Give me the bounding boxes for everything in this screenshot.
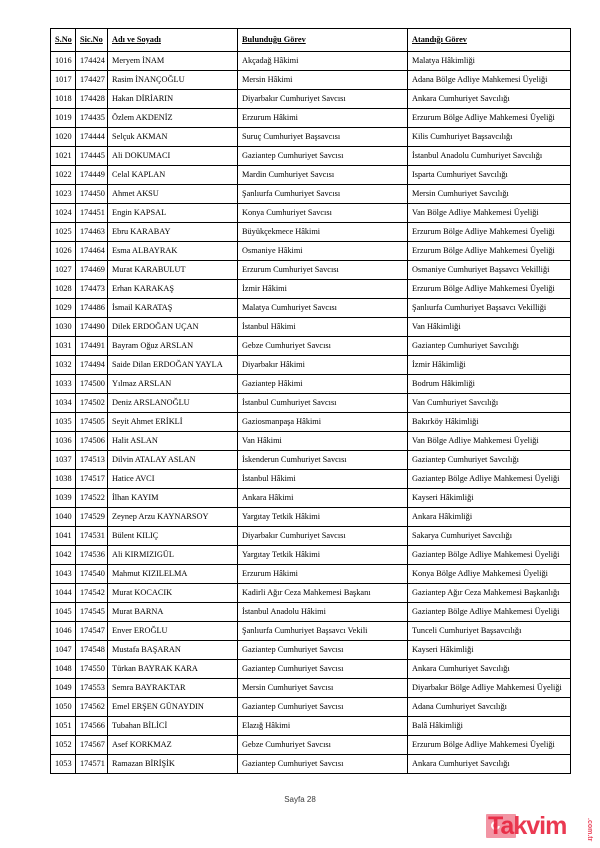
cell-sicno: 174463 [76,223,108,242]
cell-sno: 1050 [51,698,76,717]
cell-sno: 1051 [51,717,76,736]
cell-atan: Van Bölge Adliye Mahkemesi Üyeliği [408,204,571,223]
cell-sicno: 174428 [76,90,108,109]
cell-sicno: 174450 [76,185,108,204]
table-row [51,52,571,71]
cell-sno: 1029 [51,299,76,318]
cell-sicno: 174500 [76,375,108,394]
cell-atan: Van Hâkimliği [408,318,571,337]
cell-sicno: 174547 [76,622,108,641]
table-row [51,527,571,546]
cell-bul: Yargıtay Tetkik Hâkimi [238,546,408,565]
table-row [51,109,571,128]
cell-atan: Van Cumhuriyet Savcılığı [408,394,571,413]
watermark-brand-rest: akvim [500,812,567,840]
cell-sno: 1046 [51,622,76,641]
cell-atan: Kilis Cumhuriyet Başsavcılığı [408,128,571,147]
cell-bul: Van Hâkimi [238,432,408,451]
appointments-table [50,28,571,774]
cell-sicno: 174562 [76,698,108,717]
table-row [51,432,571,451]
table-row [51,546,571,565]
table-row [51,394,571,413]
cell-ad: Mahmut KIZILELMA [108,565,238,584]
watermark-brand-initial: T [488,812,501,840]
table-row [51,565,571,584]
cell-sicno: 174506 [76,432,108,451]
cell-bul: Mersin Cumhuriyet Savcısı [238,679,408,698]
cell-sno: 1016 [51,52,76,71]
table-row [51,356,571,375]
cell-sno: 1045 [51,603,76,622]
cell-ad: Özlem AKDENİZ [108,109,238,128]
cell-sno: 1022 [51,166,76,185]
cell-sno: 1025 [51,223,76,242]
cell-atan: Gaziantep Cumhuriyet Savcılığı [408,451,571,470]
cell-bul: Diyarbakır Hâkimi [238,356,408,375]
page-number-footer: Sayfa 28 [284,795,316,804]
cell-bul: İstanbul Hâkimi [238,318,408,337]
cell-atan: Gaziantep Ağır Ceza Mahkemesi Başkanlığı [408,584,571,603]
watermark-brand-text [488,812,566,841]
cell-sno: 1030 [51,318,76,337]
cell-sno: 1018 [51,90,76,109]
cell-bul: Kadirli Ağır Ceza Mahkemesi Başkanı [238,584,408,603]
cell-bul: Diyarbakır Cumhuriyet Savcısı [238,527,408,546]
cell-sicno: 174522 [76,489,108,508]
table-row [51,413,571,432]
cell-ad: İlhan KAYIM [108,489,238,508]
cell-sno: 1037 [51,451,76,470]
cell-ad: Ramazan BİRİŞİK [108,755,238,774]
cell-sicno: 174435 [76,109,108,128]
cell-bul: Gaziantep Cumhuriyet Savcısı [238,641,408,660]
cell-sno: 1043 [51,565,76,584]
cell-atan: Gaziantep Cumhuriyet Savcılığı [408,337,571,356]
table-row [51,451,571,470]
cell-atan: Adana Cumhuriyet Savcılığı [408,698,571,717]
takvim-watermark [486,810,594,844]
cell-bul: Ankara Hâkimi [238,489,408,508]
cell-ad: Zeynep Arzu KAYNARSOY [108,508,238,527]
cell-ad: Dilek ERDOĞAN UÇAN [108,318,238,337]
table-body [51,52,571,774]
watermark-tld-text: .com.tr [586,817,593,841]
cell-sno: 1021 [51,147,76,166]
cell-sicno: 174542 [76,584,108,603]
cell-atan: Balâ Hâkimliği [408,717,571,736]
cell-bul: Osmaniye Hâkimi [238,242,408,261]
table-row [51,337,571,356]
cell-atan: Malatya Hâkimliği [408,52,571,71]
cell-bul: Gaziantep Hâkimi [238,375,408,394]
cell-sicno: 174567 [76,736,108,755]
cell-sno: 1038 [51,470,76,489]
cell-atan: Bodrum Hâkimliği [408,375,571,394]
cell-bul: Suruç Cumhuriyet Başsavcısı [238,128,408,147]
cell-sicno: 174529 [76,508,108,527]
cell-bul: Malatya Cumhuriyet Savcısı [238,299,408,318]
cell-ad: Asef KORKMAZ [108,736,238,755]
cell-ad: Esma ALBAYRAK [108,242,238,261]
cell-atan: Kayseri Hâkimliği [408,641,571,660]
table-header [51,29,571,52]
cell-ad: Deniz ARSLANOĞLU [108,394,238,413]
cell-sno: 1035 [51,413,76,432]
cell-atan: Konya Bölge Adliye Mahkemesi Üyeliği [408,565,571,584]
cell-bul: Gaziantep Cumhuriyet Savcısı [238,698,408,717]
cell-atan: Erzurum Bölge Adliye Mahkemesi Üyeliği [408,736,571,755]
cell-sno: 1031 [51,337,76,356]
cell-sno: 1049 [51,679,76,698]
table-row [51,755,571,774]
cell-sicno: 174536 [76,546,108,565]
table-row [51,622,571,641]
column-header-sicno: Sic.No [76,29,108,52]
cell-sno: 1033 [51,375,76,394]
cell-bul: Büyükçekmece Hâkimi [238,223,408,242]
cell-bul: Erzurum Hâkimi [238,565,408,584]
cell-sicno: 174531 [76,527,108,546]
cell-sno: 1023 [51,185,76,204]
cell-bul: Şanlıurfa Cumhuriyet Savcısı [238,185,408,204]
cell-sno: 1039 [51,489,76,508]
cell-ad: Saide Dilan ERDOĞAN YAYLA [108,356,238,375]
cell-sicno: 174505 [76,413,108,432]
cell-atan: Isparta Cumhuriyet Savcılığı [408,166,571,185]
cell-sno: 1036 [51,432,76,451]
cell-sicno: 174486 [76,299,108,318]
cell-bul: Diyarbakır Cumhuriyet Savcısı [238,90,408,109]
table-row [51,470,571,489]
cell-bul: İzmir Hâkimi [238,280,408,299]
cell-ad: Bülent KILIÇ [108,527,238,546]
cell-atan: Van Bölge Adliye Mahkemesi Üyeliği [408,432,571,451]
cell-sicno: 174424 [76,52,108,71]
table-header-row [51,29,571,52]
cell-atan: İzmir Hâkimliği [408,356,571,375]
cell-ad: Ahmet AKSU [108,185,238,204]
cell-sicno: 174517 [76,470,108,489]
cell-ad: Murat BARNA [108,603,238,622]
cell-bul: İstanbul Anadolu Hâkimi [238,603,408,622]
cell-sicno: 174449 [76,166,108,185]
table-row [51,641,571,660]
cell-bul: Gaziantep Cumhuriyet Savcısı [238,755,408,774]
table-row [51,223,571,242]
cell-ad: Ali KIRMIZIGÜL [108,546,238,565]
cell-ad: Tubahan BİLİCİ [108,717,238,736]
cell-ad: Hatice AVCI [108,470,238,489]
cell-atan: Kayseri Hâkimliği [408,489,571,508]
cell-ad: Murat KARABULUT [108,261,238,280]
cell-bul: Gaziantep Cumhuriyet Savcısı [238,147,408,166]
cell-sicno: 174491 [76,337,108,356]
table-row [51,508,571,527]
table-row [51,318,571,337]
column-header-assigned-post: Atandığı Görev [408,29,571,52]
cell-ad: Selçuk AKMAN [108,128,238,147]
cell-bul: Mardin Cumhuriyet Savcısı [238,166,408,185]
table-row [51,717,571,736]
table-row [51,660,571,679]
cell-atan: Erzurum Bölge Adliye Mahkemesi Üyeliği [408,223,571,242]
cell-bul: Gaziantep Cumhuriyet Savcısı [238,660,408,679]
table-row [51,584,571,603]
table-row [51,166,571,185]
appointments-table-container [50,28,570,774]
cell-sicno: 174566 [76,717,108,736]
cell-ad: Meryem İNAM [108,52,238,71]
cell-atan: Erzurum Bölge Adliye Mahkemesi Üyeliği [408,109,571,128]
cell-bul: Akçadağ Hâkimi [238,52,408,71]
table-row [51,261,571,280]
cell-sicno: 174451 [76,204,108,223]
cell-bul: Yargıtay Tetkik Hâkimi [238,508,408,527]
cell-sicno: 174464 [76,242,108,261]
cell-sicno: 174444 [76,128,108,147]
cell-ad: Halit ASLAN [108,432,238,451]
cell-ad: Ebru KARABAY [108,223,238,242]
cell-bul: Erzurum Cumhuriyet Savcısı [238,261,408,280]
table-row [51,147,571,166]
cell-bul: Gebze Cumhuriyet Savcısı [238,736,408,755]
cell-sno: 1040 [51,508,76,527]
cell-sno: 1041 [51,527,76,546]
cell-sno: 1053 [51,755,76,774]
table-row [51,679,571,698]
cell-atan: Ankara Cumhuriyet Savcılığı [408,755,571,774]
cell-ad: Hakan DİRİARIN [108,90,238,109]
cell-atan: Ankara Hâkimliği [408,508,571,527]
cell-atan: Osmaniye Cumhuriyet Başsavcı Vekilliği [408,261,571,280]
cell-ad: Celal KAPLAN [108,166,238,185]
table-row [51,280,571,299]
cell-sno: 1052 [51,736,76,755]
cell-sno: 1028 [51,280,76,299]
cell-sicno: 174427 [76,71,108,90]
cell-atan: Sakarya Cumhuriyet Savcılığı [408,527,571,546]
table-row [51,204,571,223]
cell-sicno: 174473 [76,280,108,299]
cell-bul: Konya Cumhuriyet Savcısı [238,204,408,223]
cell-ad: Yılmaz ARSLAN [108,375,238,394]
table-row [51,299,571,318]
cell-bul: İstanbul Cumhuriyet Savcısı [238,394,408,413]
cell-sicno: 174540 [76,565,108,584]
cell-ad: Seyit Ahmet ERİKLİ [108,413,238,432]
table-row [51,489,571,508]
cell-sicno: 174550 [76,660,108,679]
cell-atan: Mersin Cumhuriyet Savcılığı [408,185,571,204]
cell-sno: 1047 [51,641,76,660]
cell-atan: Ankara Cumhuriyet Savcılığı [408,90,571,109]
cell-sno: 1026 [51,242,76,261]
cell-bul: İskenderun Cumhuriyet Savcısı [238,451,408,470]
cell-sicno: 174490 [76,318,108,337]
column-header-name: Adı ve Soyadı [108,29,238,52]
column-header-current-post: Bulunduğu Görev [238,29,408,52]
cell-ad: Ali DOKUMACI [108,147,238,166]
cell-atan: Adana Bölge Adliye Mahkemesi Üyeliği [408,71,571,90]
cell-atan: Gaziantep Bölge Adliye Mahkemesi Üyeliği [408,603,571,622]
cell-sno: 1017 [51,71,76,90]
table-row [51,242,571,261]
cell-atan: Bakırköy Hâkimliği [408,413,571,432]
cell-atan: Tunceli Cumhuriyet Başsavcılığı [408,622,571,641]
cell-atan: Erzurum Bölge Adliye Mahkemesi Üyeliği [408,242,571,261]
cell-ad: Mustafa BAŞARAN [108,641,238,660]
cell-sicno: 174494 [76,356,108,375]
table-row [51,736,571,755]
cell-ad: Murat KOCACIK [108,584,238,603]
cell-bul: Erzurum Hâkimi [238,109,408,128]
table-row [51,128,571,147]
cell-atan: Ankara Cumhuriyet Savcılığı [408,660,571,679]
cell-ad: Rasim İNANÇOĞLU [108,71,238,90]
cell-ad: Bayram Oğuz ARSLAN [108,337,238,356]
cell-atan: Gaziantep Bölge Adliye Mahkemesi Üyeliği [408,470,571,489]
cell-ad: Dilvin ATALAY ASLAN [108,451,238,470]
cell-bul: Mersin Hâkimi [238,71,408,90]
cell-ad: Erhan KARAKAŞ [108,280,238,299]
cell-sicno: 174513 [76,451,108,470]
table-row [51,698,571,717]
cell-atan: Diyarbakır Bölge Adliye Mahkemesi Üyeliği [408,679,571,698]
cell-atan: İstanbul Anadolu Cumhuriyet Savcılığı [408,147,571,166]
cell-sno: 1027 [51,261,76,280]
cell-ad: Türkan BAYRAK KARA [108,660,238,679]
cell-bul: Gaziosmanpaşa Hâkimi [238,413,408,432]
table-row [51,603,571,622]
cell-sno: 1020 [51,128,76,147]
cell-sno: 1044 [51,584,76,603]
table-row [51,71,571,90]
cell-bul: İstanbul Hâkimi [238,470,408,489]
table-row [51,375,571,394]
cell-sno: 1024 [51,204,76,223]
column-header-sno: S.No [51,29,76,52]
cell-atan: Erzurum Bölge Adliye Mahkemesi Üyeliği [408,280,571,299]
cell-ad: Semra BAYRAKTAR [108,679,238,698]
table-row [51,90,571,109]
cell-sicno: 174502 [76,394,108,413]
cell-sno: 1019 [51,109,76,128]
cell-atan: Şanlıurfa Cumhuriyet Başsavcı Vekilliği [408,299,571,318]
cell-sicno: 174548 [76,641,108,660]
cell-sno: 1042 [51,546,76,565]
cell-sicno: 174445 [76,147,108,166]
cell-sicno: 174553 [76,679,108,698]
cell-ad: Enver EROĞLU [108,622,238,641]
cell-ad: Engin KAPSAL [108,204,238,223]
table-row [51,185,571,204]
cell-sicno: 174571 [76,755,108,774]
cell-sicno: 174469 [76,261,108,280]
cell-sno: 1032 [51,356,76,375]
cell-atan: Gaziantep Bölge Adliye Mahkemesi Üyeliği [408,546,571,565]
cell-bul: Şanlıurfa Cumhuriyet Başsavcı Vekili [238,622,408,641]
cell-bul: Gebze Cumhuriyet Savcısı [238,337,408,356]
cell-ad: Emel ERŞEN GÜNAYDIN [108,698,238,717]
cell-sicno: 174545 [76,603,108,622]
cell-sno: 1034 [51,394,76,413]
cell-sno: 1048 [51,660,76,679]
cell-bul: Elazığ Hâkimi [238,717,408,736]
cell-ad: İsmail KARATAŞ [108,299,238,318]
